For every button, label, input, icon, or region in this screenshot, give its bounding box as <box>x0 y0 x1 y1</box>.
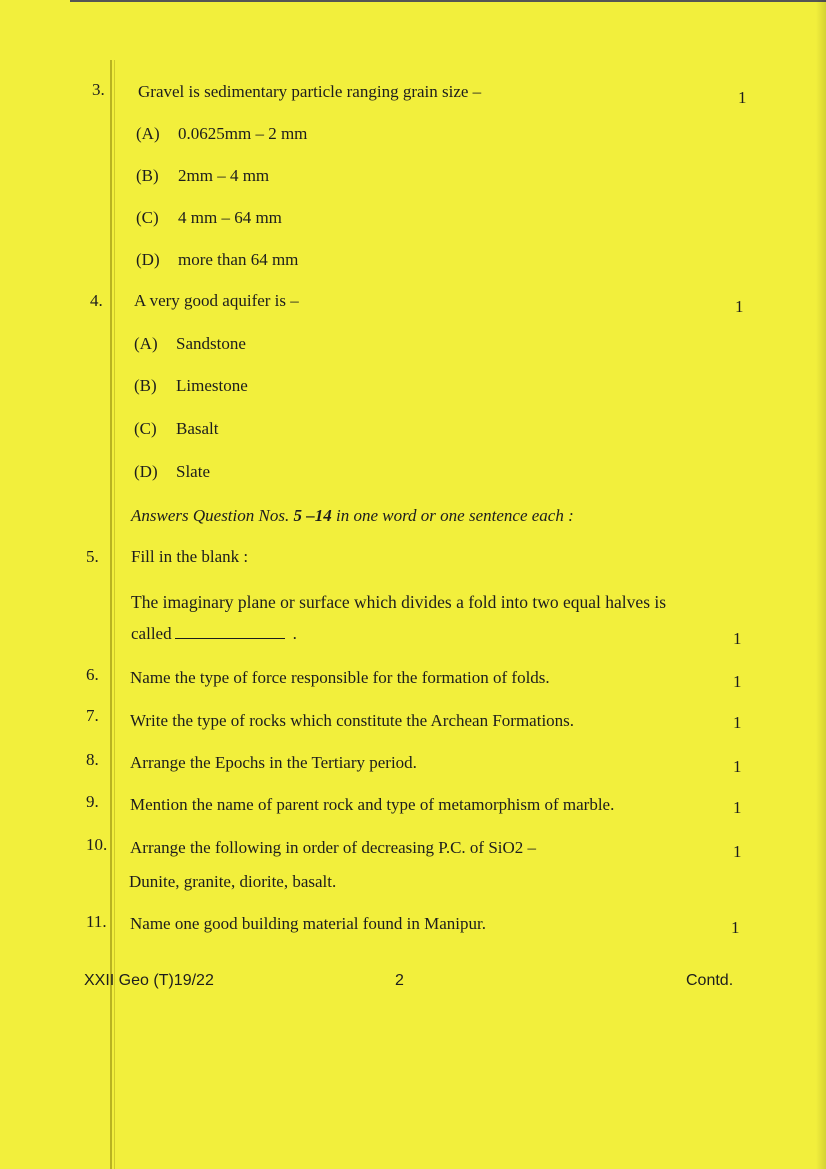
page-edge-shadow <box>816 0 826 1169</box>
question-text: Arrange the following in order of decreasing P.C. of SiO2 – <box>130 838 537 857</box>
question-mark: 1 <box>733 672 742 691</box>
question-text: Name one good building material found in Manipur. <box>130 914 486 933</box>
option-label: (A) <box>134 334 158 353</box>
option <box>134 334 246 354</box>
option-label: (D) <box>136 250 160 269</box>
option-label: (C) <box>136 208 159 227</box>
option-label: (D) <box>134 462 158 481</box>
option <box>136 124 307 144</box>
question-text-line2: Dunite, granite, diorite, basalt. <box>129 872 337 891</box>
option <box>134 419 219 439</box>
question-mark: 1 <box>738 88 747 107</box>
margin-rule <box>110 60 112 1169</box>
question-number: 4. <box>90 291 103 310</box>
question-number: 10. <box>86 835 108 854</box>
question-number: 6. <box>86 665 99 684</box>
option <box>136 166 269 186</box>
question-text: Mention the name of parent rock and type of metamorphism of marble. <box>130 795 615 814</box>
page-number: 2 <box>395 972 404 989</box>
option-label: (A) <box>136 124 160 143</box>
question-mark: 1 <box>733 713 742 732</box>
question-mark: 1 <box>731 918 740 937</box>
paper-code: XXII Geo (T)19/22 <box>84 972 214 989</box>
question-text: Gravel is sedimentary particle ranging grain size – <box>138 82 482 101</box>
question-text: Name the type of force responsible for the formation of folds. <box>130 668 550 687</box>
margin-rule-shadow <box>114 60 115 1169</box>
question-text: A very good aquifer is – <box>134 291 299 310</box>
option-text: Sandstone <box>176 334 246 353</box>
top-border <box>70 0 826 2</box>
question-number: 3. <box>92 80 105 99</box>
question-number: 8. <box>86 750 99 769</box>
fill-in-blank-line <box>131 624 297 644</box>
question-text: Write the type of rocks which constitute the Archean Formations. <box>130 711 575 730</box>
option-text: Limestone <box>176 376 248 395</box>
question-text: Arrange the Epochs in the Tertiary period. <box>130 753 417 772</box>
option <box>134 376 248 396</box>
option <box>136 208 282 228</box>
question-text: Fill in the blank : <box>131 547 249 566</box>
option-text: Slate <box>176 462 210 481</box>
option-text: 4 mm – 64 mm <box>178 208 282 227</box>
option-text: 2mm – 4 mm <box>178 166 270 185</box>
question-number: 5. <box>86 547 99 566</box>
instruction-range: 5 –14 <box>293 506 332 525</box>
question-mark: 1 <box>735 297 744 316</box>
question-number: 7. <box>86 706 99 725</box>
instruction-prefix: Answers Question Nos. <box>131 506 294 525</box>
option-label: (C) <box>134 419 157 438</box>
question-text-line2: The imaginary plane or surface which divides a fold into two equal halves is <box>131 592 667 612</box>
instruction-suffix: in one word or one sentence each : <box>331 506 574 525</box>
section-instruction <box>131 506 574 526</box>
question-mark: 1 <box>733 629 742 648</box>
option-text: 0.0625mm – 2 mm <box>178 124 308 143</box>
question-mark: 1 <box>733 757 742 776</box>
option-text: Basalt <box>176 419 219 438</box>
option-label: (B) <box>136 166 159 185</box>
blank-underline <box>175 626 285 639</box>
question-mark: 1 <box>733 798 742 817</box>
blank-prefix: called <box>131 624 172 643</box>
option <box>136 250 298 270</box>
continued-label: Contd. <box>686 972 734 989</box>
blank-suffix: . <box>292 624 297 643</box>
question-number: 11. <box>86 912 107 931</box>
option-label: (B) <box>134 376 157 395</box>
question-number: 9. <box>86 792 99 811</box>
option-text: more than 64 mm <box>178 250 299 269</box>
option <box>134 462 210 482</box>
question-mark: 1 <box>733 842 742 861</box>
